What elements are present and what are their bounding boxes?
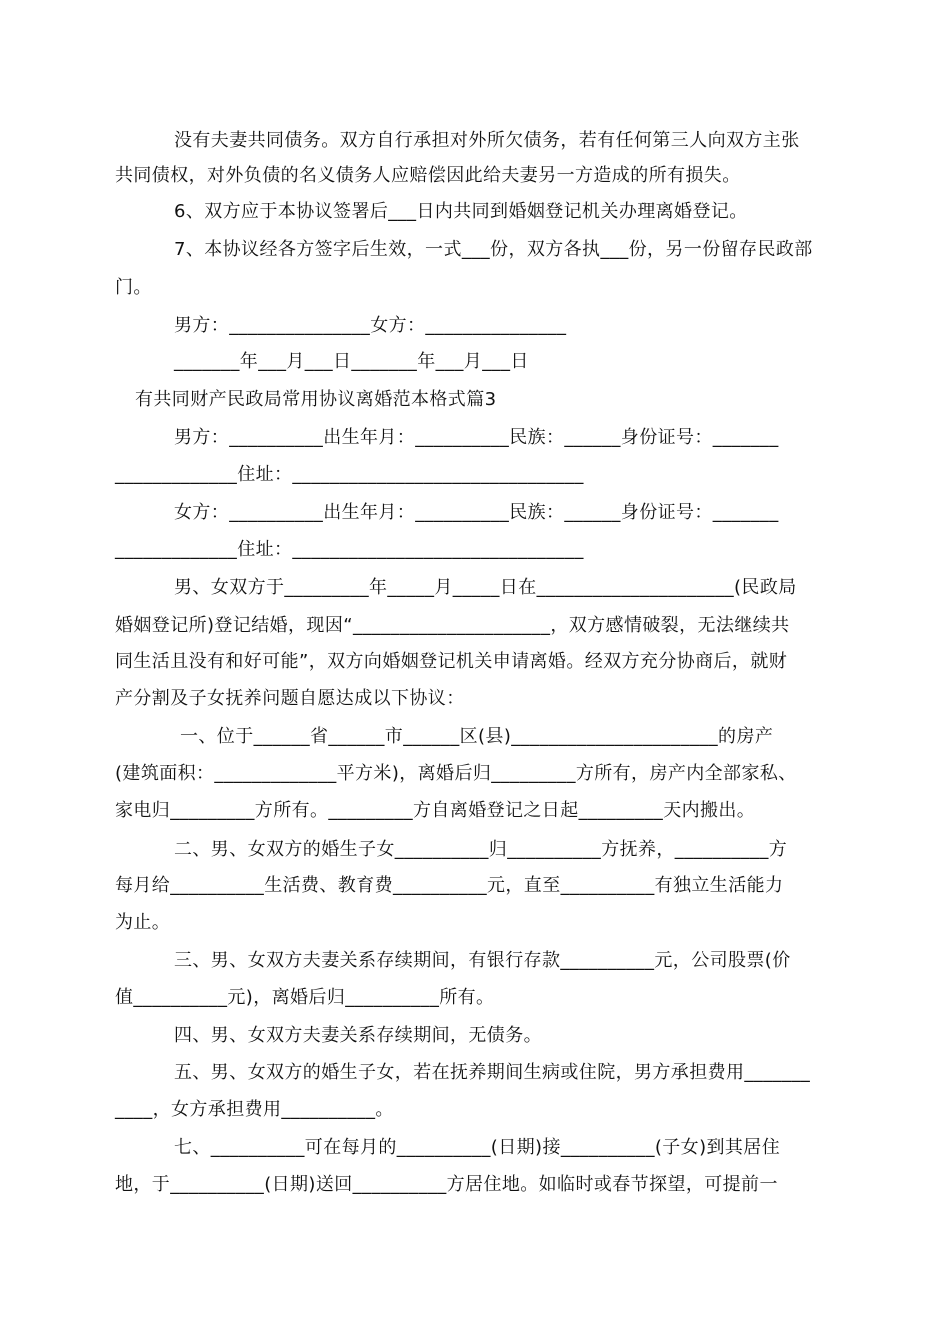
clause-line: 七、__________可在每月的__________(日期)接__________(子女)到其居住 [174,1137,781,1158]
clause-line: 值__________元)，离婚后归__________所有。 [115,987,495,1008]
paragraph-line: 同生活且没有和好可能”，双方向婚姻登记机关申请离婚。经双方充分协商后，就财 [115,651,788,672]
clause-line: 四、男、女双方夫妻关系存续期间，无债务。 [174,1025,542,1046]
clause-line: 为止。 [115,912,171,933]
party-info-line: 男方：__________出生年月：__________民族：______身份证号：_______ [174,427,779,448]
paragraph-line: 7、本协议经各方签字后生效，一式___份，双方各执___份，另一份留存民政部 [174,239,813,260]
paragraph-line: 没有夫妻共同债务。双方自行承担对外所欠债务，若有任何第三人向双方主张 [174,130,800,151]
clause-line: 家电归_________方所有。_________方自离婚登记之日起_________天内搬出。 [115,800,756,821]
clause-line: ____，女方承担费用__________。 [115,1099,394,1120]
date-line: _______年___月___日_______年___月___日 [174,351,529,372]
clause-line: 三、男、女双方夫妻关系存续期间，有银行存款__________元，公司股票(价 [174,950,791,971]
party-info-line: 女方：__________出生年月：__________民族：______身份证号：_______ [174,502,779,523]
paragraph-line: 产分割及子女抚养问题自愿达成以下协议： [115,688,465,709]
clause-line: 二、男、女双方的婚生子女__________归__________方抚养，__________方 [174,839,788,860]
paragraph-line: 共同债权，对外负债的名义债务人应赔偿因此给夫妻另一方造成的所有损失。 [115,165,741,186]
party-info-line: _____________住址：_______________________________ [115,464,584,485]
clause-line: 每月给__________生活费、教育费__________元，直至__________有独立生活能力 [115,875,784,896]
paragraph-line: 婚姻登记所)登记结婚，现因“_____________________，双方感情破裂，无法继续共 [115,615,790,636]
section-heading: 有共同财产民政局常用协议离婚范本格式篇3 [135,389,497,410]
clause-line: (建筑面积：_____________平方米)，离婚后归_________方所有，房产内全部家私、 [115,763,797,784]
signature-line: 男方：_______________女方：_______________ [174,315,567,336]
party-info-line: _____________住址：_______________________________ [115,539,584,560]
clause-line: 五、男、女双方的婚生子女，若在抚养期间生病或住院，男方承担费用_______ [174,1062,811,1083]
paragraph-line: 6、双方应于本协议签署后___日内共同到婚姻登记机关办理离婚登记。 [174,201,748,222]
clause-line: 地，于__________(日期)送回__________方居住地。如临时或春节探望，可提前一 [115,1174,778,1195]
paragraph-line: 门。 [115,277,152,298]
paragraph-line: 男、女双方于_________年_____月_____日在_____________________(民政局 [174,577,797,598]
clause-line: 一、位于______省______市______区(县)______________________的房产 [180,726,774,747]
